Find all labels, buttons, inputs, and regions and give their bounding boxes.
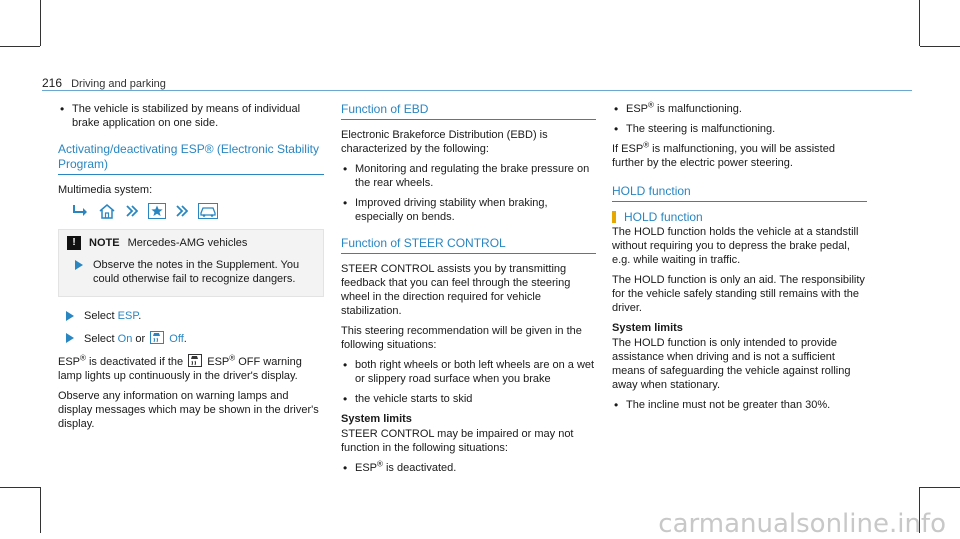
esp-off-icon xyxy=(150,331,164,344)
note-box xyxy=(58,229,324,297)
forward-icon xyxy=(176,205,188,217)
paragraph: STEER CONTROL may be impaired or may not function in the following situations: xyxy=(341,428,574,454)
column-right xyxy=(612,102,867,418)
crop-mark xyxy=(40,0,41,46)
heading-rule xyxy=(341,119,596,120)
list-item: • Monitoring and regulating the brake pressure on the rear wheels. xyxy=(341,162,596,190)
step-item xyxy=(58,309,324,323)
list-item: • the vehicle starts to skid xyxy=(341,392,596,406)
paragraph: ESP® is deactivated if the ESP® OFF warning lamp lights up continuously in the driver's display. xyxy=(58,353,302,382)
crop-mark xyxy=(40,487,41,533)
paragraph: The HOLD function is only an aid. The responsibility for the vehicle safely standing still remains with the driver. xyxy=(612,274,865,314)
list-item: • Improved driving stability when braking, especially on bends. xyxy=(341,196,596,224)
note-title: NOTE xyxy=(89,237,120,249)
note-text: Observe the notes in the Supplement. You could otherwise fail to recognize dangers. xyxy=(93,259,300,285)
off-option[interactable]: Off xyxy=(169,333,184,345)
paragraph: This steering recommendation will be given in the following situations: xyxy=(341,325,582,351)
heading-rule xyxy=(612,201,867,202)
step-text: . xyxy=(183,333,187,345)
crop-mark xyxy=(0,487,40,488)
crop-mark xyxy=(0,46,40,47)
page-header xyxy=(42,76,912,91)
step-text: Select xyxy=(84,333,118,345)
list-item: • ESP® is malfunctioning. xyxy=(612,102,867,116)
header-divider xyxy=(42,90,912,91)
column-left xyxy=(58,102,324,437)
list-item: • ESP® is deactivated. xyxy=(341,461,596,475)
esp-menu-link[interactable]: ESP xyxy=(117,310,139,322)
section-heading: Activating/deactivating ESP® (Electronic Stability Program) xyxy=(58,142,319,171)
multimedia-label: Multimedia system: xyxy=(58,184,153,196)
list-item: • The steering is malfunctioning. xyxy=(612,122,867,136)
crop-mark xyxy=(919,0,920,46)
esp-off-icon xyxy=(188,354,202,367)
step-arrow-icon xyxy=(66,333,74,343)
paragraph: The HOLD function holds the vehicle at a standstill without requiring you to depress the brake pedal, e.g. while waiting in traffic. xyxy=(612,226,859,266)
section-heading: HOLD function xyxy=(612,184,691,198)
paragraph: Electronic Brakeforce Distribution (EBD) is characterized by the following: xyxy=(341,129,548,155)
warning-icon: ! xyxy=(67,236,81,250)
star-icon[interactable] xyxy=(148,203,166,219)
page-number: 216 xyxy=(42,76,63,90)
step-item xyxy=(58,331,324,346)
column-middle xyxy=(341,102,596,481)
crop-mark xyxy=(920,487,960,488)
paragraph: STEER CONTROL assists you by transmitting feedback that you can feel through the steering wheel in the direction required for vehicle stabilization. xyxy=(341,263,571,317)
watermark: carmanualsonline.info xyxy=(658,509,946,539)
section-title: Driving and parking xyxy=(71,78,166,90)
home-icon[interactable] xyxy=(98,203,116,219)
on-option[interactable]: On xyxy=(117,333,133,345)
subheading: System limits xyxy=(341,413,412,425)
section-heading: Function of EBD xyxy=(341,102,429,116)
paragraph: Observe any information on warning lamps and display messages which may be shown in the driver's display. xyxy=(58,390,319,430)
step-text: . xyxy=(138,310,142,322)
list-item: • The incline must not be greater than 30%. xyxy=(612,398,867,412)
menu-arrow-icon xyxy=(72,204,88,218)
list-item: • The vehicle is stabilized by means of individual brake application on one side. xyxy=(58,102,324,130)
note-item xyxy=(67,258,315,286)
step-text: Select xyxy=(84,310,118,322)
heading-rule xyxy=(58,174,324,175)
crop-mark xyxy=(920,46,960,47)
hold-subheading: HOLD function xyxy=(612,210,867,224)
step-arrow-icon xyxy=(75,260,83,270)
menu-path xyxy=(72,203,324,219)
car-icon[interactable] xyxy=(198,203,218,219)
subheading: System limits xyxy=(612,322,683,334)
step-arrow-icon xyxy=(66,311,74,321)
paragraph: The HOLD function is only intended to provide assistance when driving and is not a sufficient means of safeguarding the vehicle against rolling away when stationary. xyxy=(612,337,851,391)
step-text: or xyxy=(132,333,149,345)
heading-rule xyxy=(341,253,596,254)
forward-icon xyxy=(126,205,138,217)
section-heading: Function of STEER CONTROL xyxy=(341,236,506,250)
note-subtitle: Mercedes-AMG vehicles xyxy=(127,237,248,249)
list-item: • both right wheels or both left wheels are on a wet or slippery road surface when you brake xyxy=(341,358,596,386)
paragraph: If ESP® is malfunctioning, you will be assisted further by the electric power steering. xyxy=(612,140,835,169)
